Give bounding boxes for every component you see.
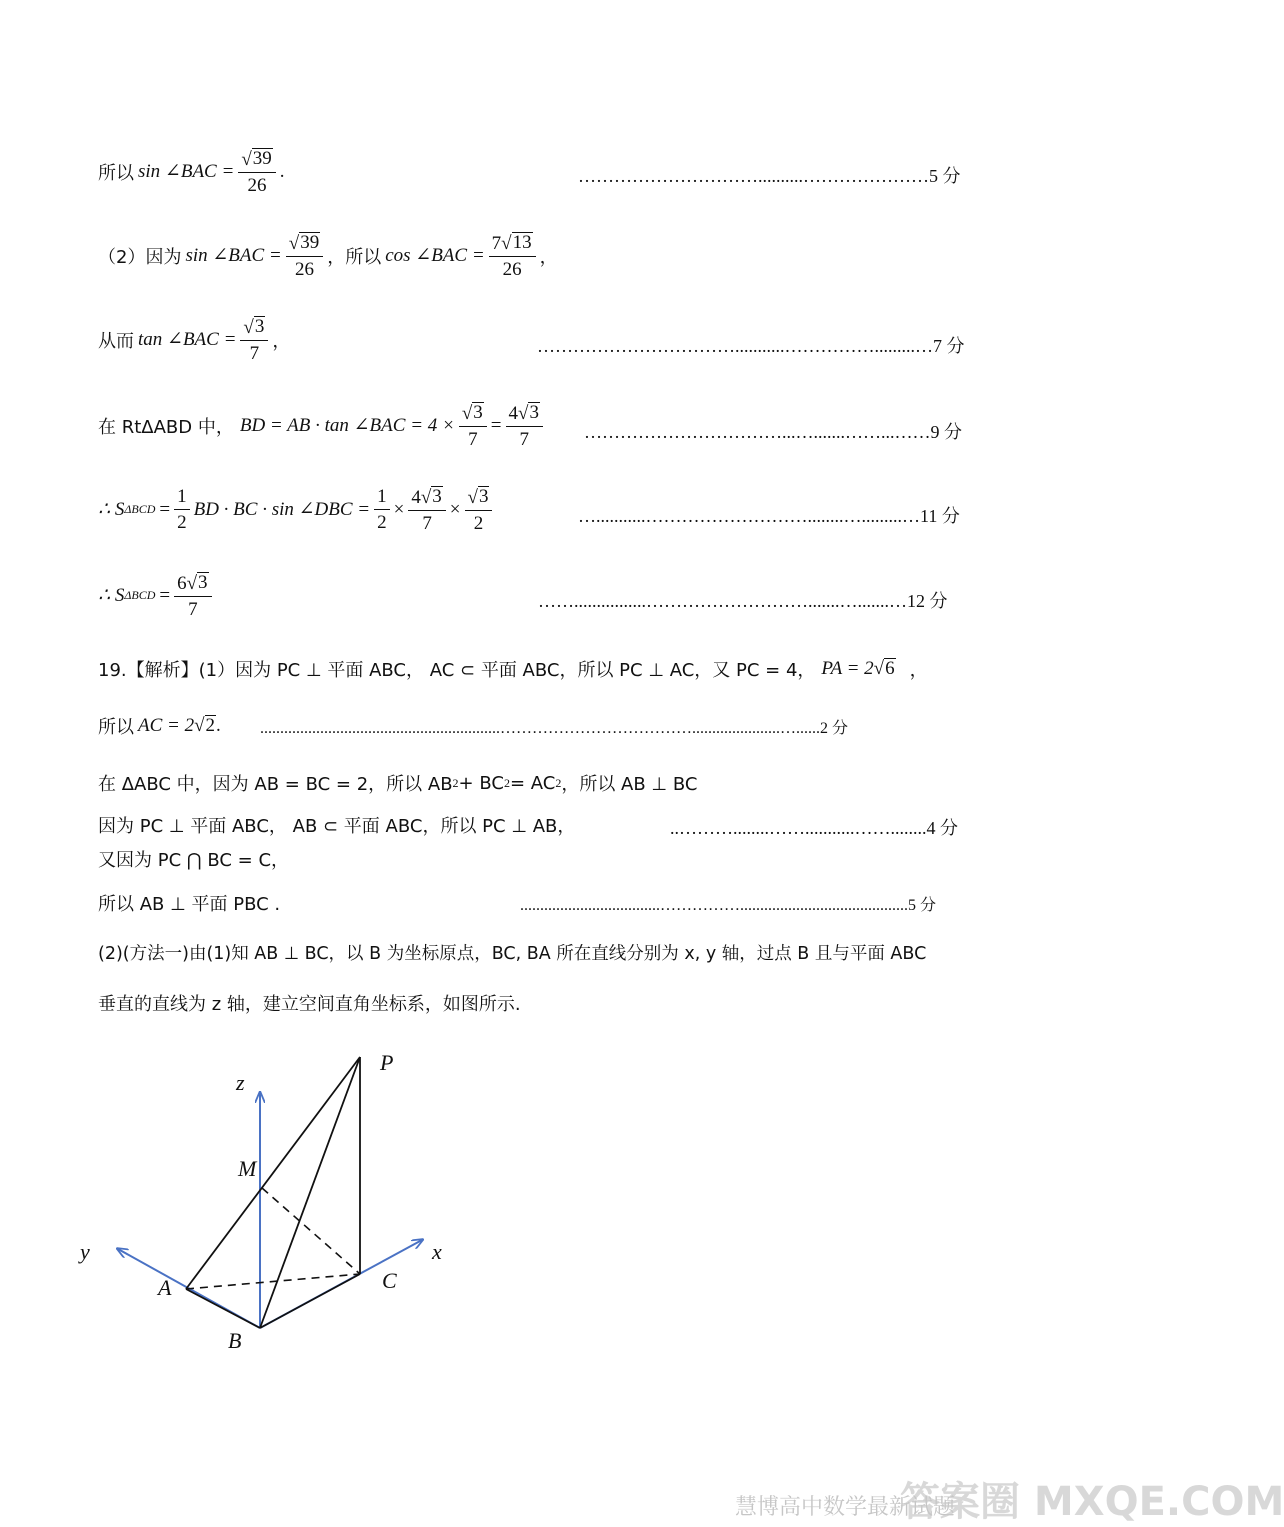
- score-4: ..………........……...........……........4 分: [670, 818, 958, 838]
- denominator: 7: [422, 512, 432, 534]
- label-a: A: [158, 1275, 172, 1300]
- radicand: 3: [478, 486, 489, 507]
- radicand: 2: [205, 715, 216, 737]
- math-symbol: ∴ S: [98, 499, 125, 521]
- edge-ab: [186, 1289, 260, 1328]
- text-prefix: 从而: [98, 330, 134, 352]
- comma: ，: [909, 660, 928, 681]
- denominator: 26: [294, 258, 314, 280]
- radicand: 13: [512, 232, 532, 253]
- subscript: ΔBCD: [124, 588, 156, 603]
- fraction: √ 39 26: [238, 148, 275, 196]
- edge-mc-dashed: [262, 1188, 360, 1274]
- superscript: 2: [452, 775, 459, 790]
- text-prefix: （2）因为: [98, 246, 182, 268]
- score-5: …………………………..........…………………5 分: [578, 166, 961, 186]
- text-b: + BC: [458, 772, 504, 794]
- coefficient: 4: [411, 486, 421, 508]
- text: 所以 AB ⊥ 平面 PBC .: [98, 894, 281, 915]
- equals: =: [490, 414, 502, 436]
- text: (2)(方法一)由(1)知 AB ⊥ BC，以 B 为坐标原点，BC, BA 所在直线分别为 x, y 轴，过点 B 且与平面 ABC: [98, 944, 927, 964]
- fraction: 4 √ 3 7: [408, 486, 445, 534]
- times: ×: [393, 498, 405, 520]
- denominator: 2: [377, 511, 387, 533]
- coefficient: 4: [508, 402, 518, 424]
- edge-pb: [260, 1057, 360, 1328]
- math-symbol: ∴ S: [98, 585, 125, 607]
- score-5b: ...................................……………..........................................5 分: [520, 897, 937, 914]
- radicand: 3: [473, 402, 483, 423]
- math-expr: PA = 2: [821, 658, 874, 679]
- denominator: 2: [473, 512, 484, 534]
- denominator: 2: [177, 511, 187, 533]
- text-d: ，所以 AB ⊥ BC: [561, 774, 698, 795]
- coefficient: 6: [177, 572, 187, 594]
- fraction: √ 3 2: [465, 486, 493, 534]
- text: 又因为 PC ⋂ BC = C，: [98, 850, 290, 871]
- radicand: 39: [252, 148, 272, 169]
- radicand: 39: [300, 232, 320, 253]
- fraction: √ 3 7: [240, 316, 268, 364]
- comma: ，: [272, 330, 291, 352]
- equals: =: [159, 498, 171, 520]
- denominator: 26: [247, 174, 267, 196]
- edge-pa: [186, 1057, 360, 1289]
- text-mid: ，所以: [327, 246, 382, 268]
- score-12: ……................……………………….......….......…12 分: [538, 591, 948, 611]
- denominator: 7: [519, 428, 529, 450]
- times: ×: [449, 498, 461, 520]
- equals: =: [159, 584, 171, 606]
- numerator: 1: [374, 487, 390, 510]
- fraction: 4 √ 3 7: [506, 402, 543, 450]
- radicand: 3: [529, 402, 539, 423]
- label-m: M: [238, 1156, 257, 1181]
- math-expr: tan ∠BAC =: [138, 329, 237, 351]
- fraction: 6 √ 3 7: [174, 572, 211, 620]
- label-p: P: [380, 1050, 394, 1075]
- radicand: 3: [254, 316, 265, 337]
- text-a: 在 ΔABC 中，因为 AB = BC = 2，所以 AB: [98, 774, 453, 795]
- wechat-watermark: 慧博高中数学最新试题: [735, 1495, 956, 1520]
- comma: ，: [539, 246, 558, 268]
- denominator: 7: [249, 342, 260, 364]
- text: 垂直的直线为 z 轴，建立空间直角坐标系，如图所示.: [98, 994, 521, 1015]
- superscript: 2: [503, 775, 510, 790]
- text: 因为 PC ⊥ 平面 ABC， AB ⊂ 平面 ABC，所以 PC ⊥ AB，: [98, 816, 576, 837]
- line-ac: 所以 AC = 2 √ 2 .: [98, 715, 221, 738]
- line-q19-intro: 19.【解析】(1）因为 PC ⊥ 平面 ABC， AC ⊂ 平面 ABC，所以 PC ⊥ AC，又 PC = 4， PA = 2 √ 6 ，: [98, 658, 928, 681]
- coefficient: 7: [491, 232, 502, 254]
- text-prefix: 所以: [98, 162, 134, 184]
- label-b: B: [228, 1328, 242, 1353]
- score-7: ……………………………...........…………….........…7 分: [537, 336, 965, 356]
- fraction: √ 39 26: [286, 232, 323, 280]
- radicand: 3: [198, 572, 208, 593]
- label-z: z: [236, 1070, 245, 1095]
- math-expr: BD = AB · tan ∠BAC = 4 ×: [239, 415, 455, 437]
- radicand: 3: [432, 486, 442, 507]
- period: .: [279, 160, 285, 182]
- math-expr: AC = 2: [138, 715, 195, 736]
- subscript: ΔBCD: [124, 502, 156, 517]
- math-expr: BD · BC · sin ∠DBC =: [193, 499, 371, 521]
- math-expr: sin ∠BAC =: [138, 161, 235, 183]
- math-expr: cos ∠BAC =: [385, 245, 485, 267]
- site-watermark: 答案圈 MXQE.COM: [900, 1479, 1284, 1525]
- fraction: 7 √ 13 26: [489, 232, 536, 280]
- denominator: 26: [502, 258, 522, 280]
- score-2: ............................................................………………………………......................…......2 分: [260, 720, 848, 737]
- math-expr: sin ∠BAC =: [185, 245, 282, 267]
- text-c: = AC: [509, 772, 556, 794]
- label-y: y: [80, 1239, 90, 1264]
- score-11: …...........………………………........….........…11 分: [578, 506, 960, 526]
- superscript: 2: [555, 775, 562, 790]
- text-prefix: 在 RtΔABD 中，: [98, 416, 234, 438]
- numerator: 1: [174, 487, 190, 510]
- label-c: C: [382, 1268, 397, 1293]
- denominator: 7: [468, 428, 478, 450]
- period: .: [216, 715, 221, 736]
- score-9: ……………………………...….......……...……9 分: [584, 422, 962, 442]
- text-prefix: 所以: [98, 717, 134, 738]
- denominator: 7: [188, 598, 198, 620]
- fraction: √ 3 7: [459, 402, 487, 450]
- radicand: 6: [885, 658, 895, 680]
- label-x: x: [432, 1239, 442, 1264]
- q19-text: 19.【解析】(1）因为 PC ⊥ 平面 ABC， AC ⊂ 平面 ABC，所以 PC ⊥ AC，又 PC = 4，: [98, 660, 816, 681]
